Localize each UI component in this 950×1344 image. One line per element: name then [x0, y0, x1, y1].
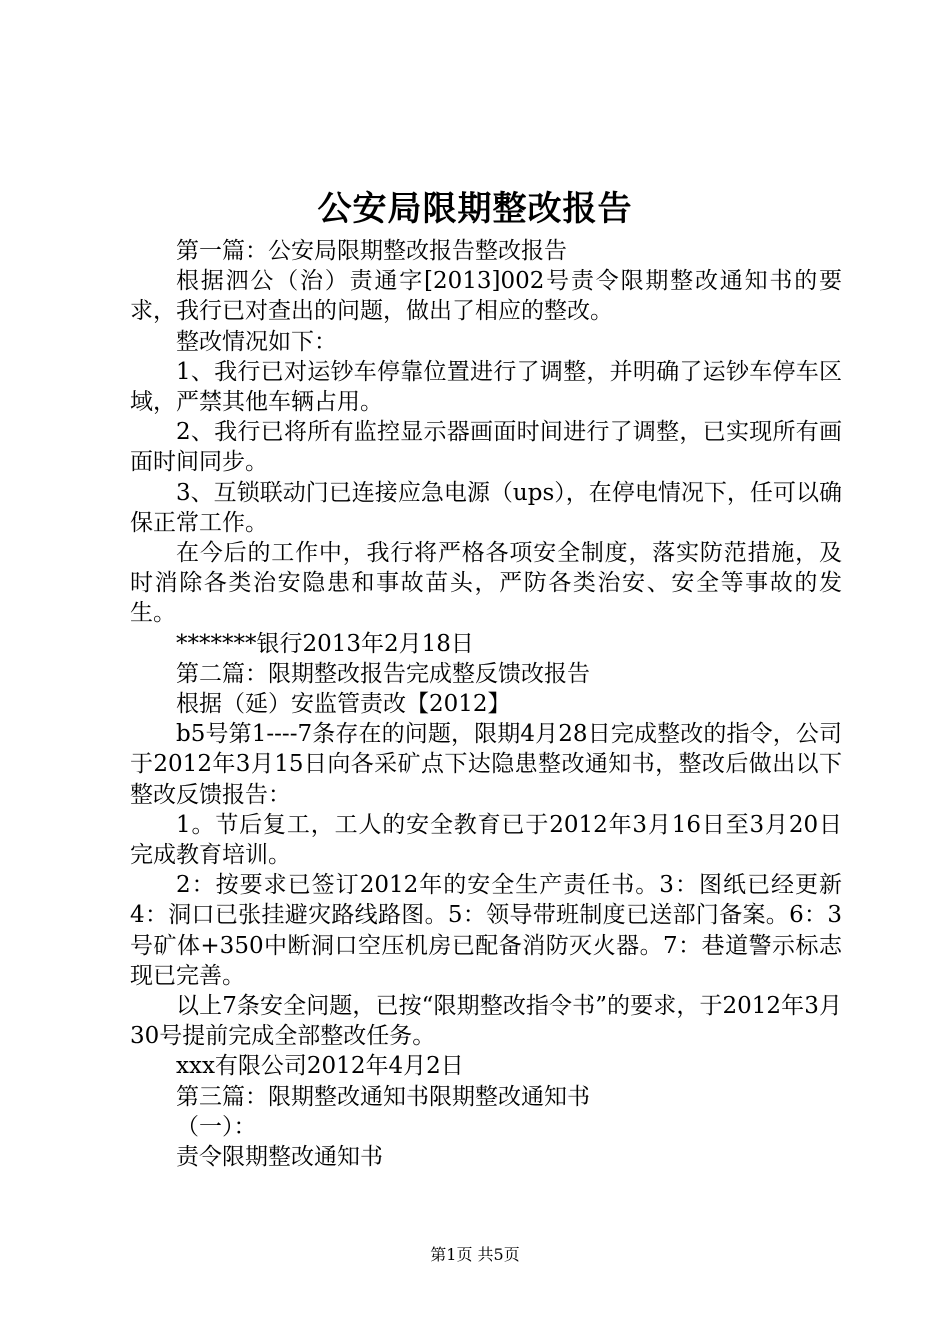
- paragraph: 根据（延）安监管责改【2012】: [176, 691, 511, 718]
- paragraph: *******银行2013年2月18日: [176, 630, 474, 657]
- paragraph: 在今后的工作中，我行将严格各项安全制度，落实防范措施，及时消除各类治安隐患和事故苗头，严防各类治安、安全等事故的发生。: [130, 540, 842, 627]
- document-title: 公安局限期整改报告: [317, 189, 633, 229]
- page-indicator: 第1页 共5页: [430, 1245, 520, 1264]
- paragraph: 整改情况如下：: [176, 328, 337, 355]
- paragraph: 根据泗公（治）责通字[2013]002号责令限期整改通知书的要求，我行已对查出的问题，做出了相应的整改。: [130, 268, 842, 325]
- paragraph: 第二篇：限期整改报告完成整反馈改报告: [176, 660, 590, 687]
- paragraph: 第三篇：限期整改通知书限期整改通知书: [176, 1083, 590, 1110]
- paragraph: xxx有限公司2012年4月2日: [176, 1053, 464, 1080]
- paragraph: 2：按要求已签订2012年的安全生产责任书。3：图纸已经更新4：洞口已张挂避灾路线路图。5：领导带班制度已送部门备案。6：3号矿体+350中断洞口空压机房已配备消防灭火器。7：巷道警示标志现已完善。: [130, 872, 842, 989]
- paragraph: 以上7条安全问题，已按“限期整改指令书”的要求，于2012年3月30号提前完成全部整改任务。: [130, 993, 842, 1050]
- document-body: [130, 236, 842, 1172]
- paragraph: （一）：: [176, 1113, 257, 1140]
- paragraph: 1。节后复工，工人的安全教育已于2012年3月16日至3月20日完成教育培训。: [130, 811, 842, 869]
- paragraph: 3、互锁联动门已连接应急电源（ups），在停电情况下，任可以确保正常工作。: [130, 479, 842, 536]
- paragraph: 第一篇：公安局限期整改报告整改报告: [176, 238, 567, 264]
- paragraph: 2、我行已将所有监控显示器画面时间进行了调整，已实现所有画面时间同步。: [130, 419, 842, 476]
- paragraph: 责令限期整改通知书: [176, 1144, 383, 1171]
- paragraph: b5号第1----7条存在的问题，限期4月28日完成整改的指令，公司于2012年3月15日向各采矿点下达隐患整改通知书，整改后做出以下整改反馈报告：: [130, 721, 842, 808]
- paragraph: 1、我行已对运钞车停靠位置进行了调整，并明确了运钞车停车区域，严禁其他车辆占用。: [130, 358, 842, 416]
